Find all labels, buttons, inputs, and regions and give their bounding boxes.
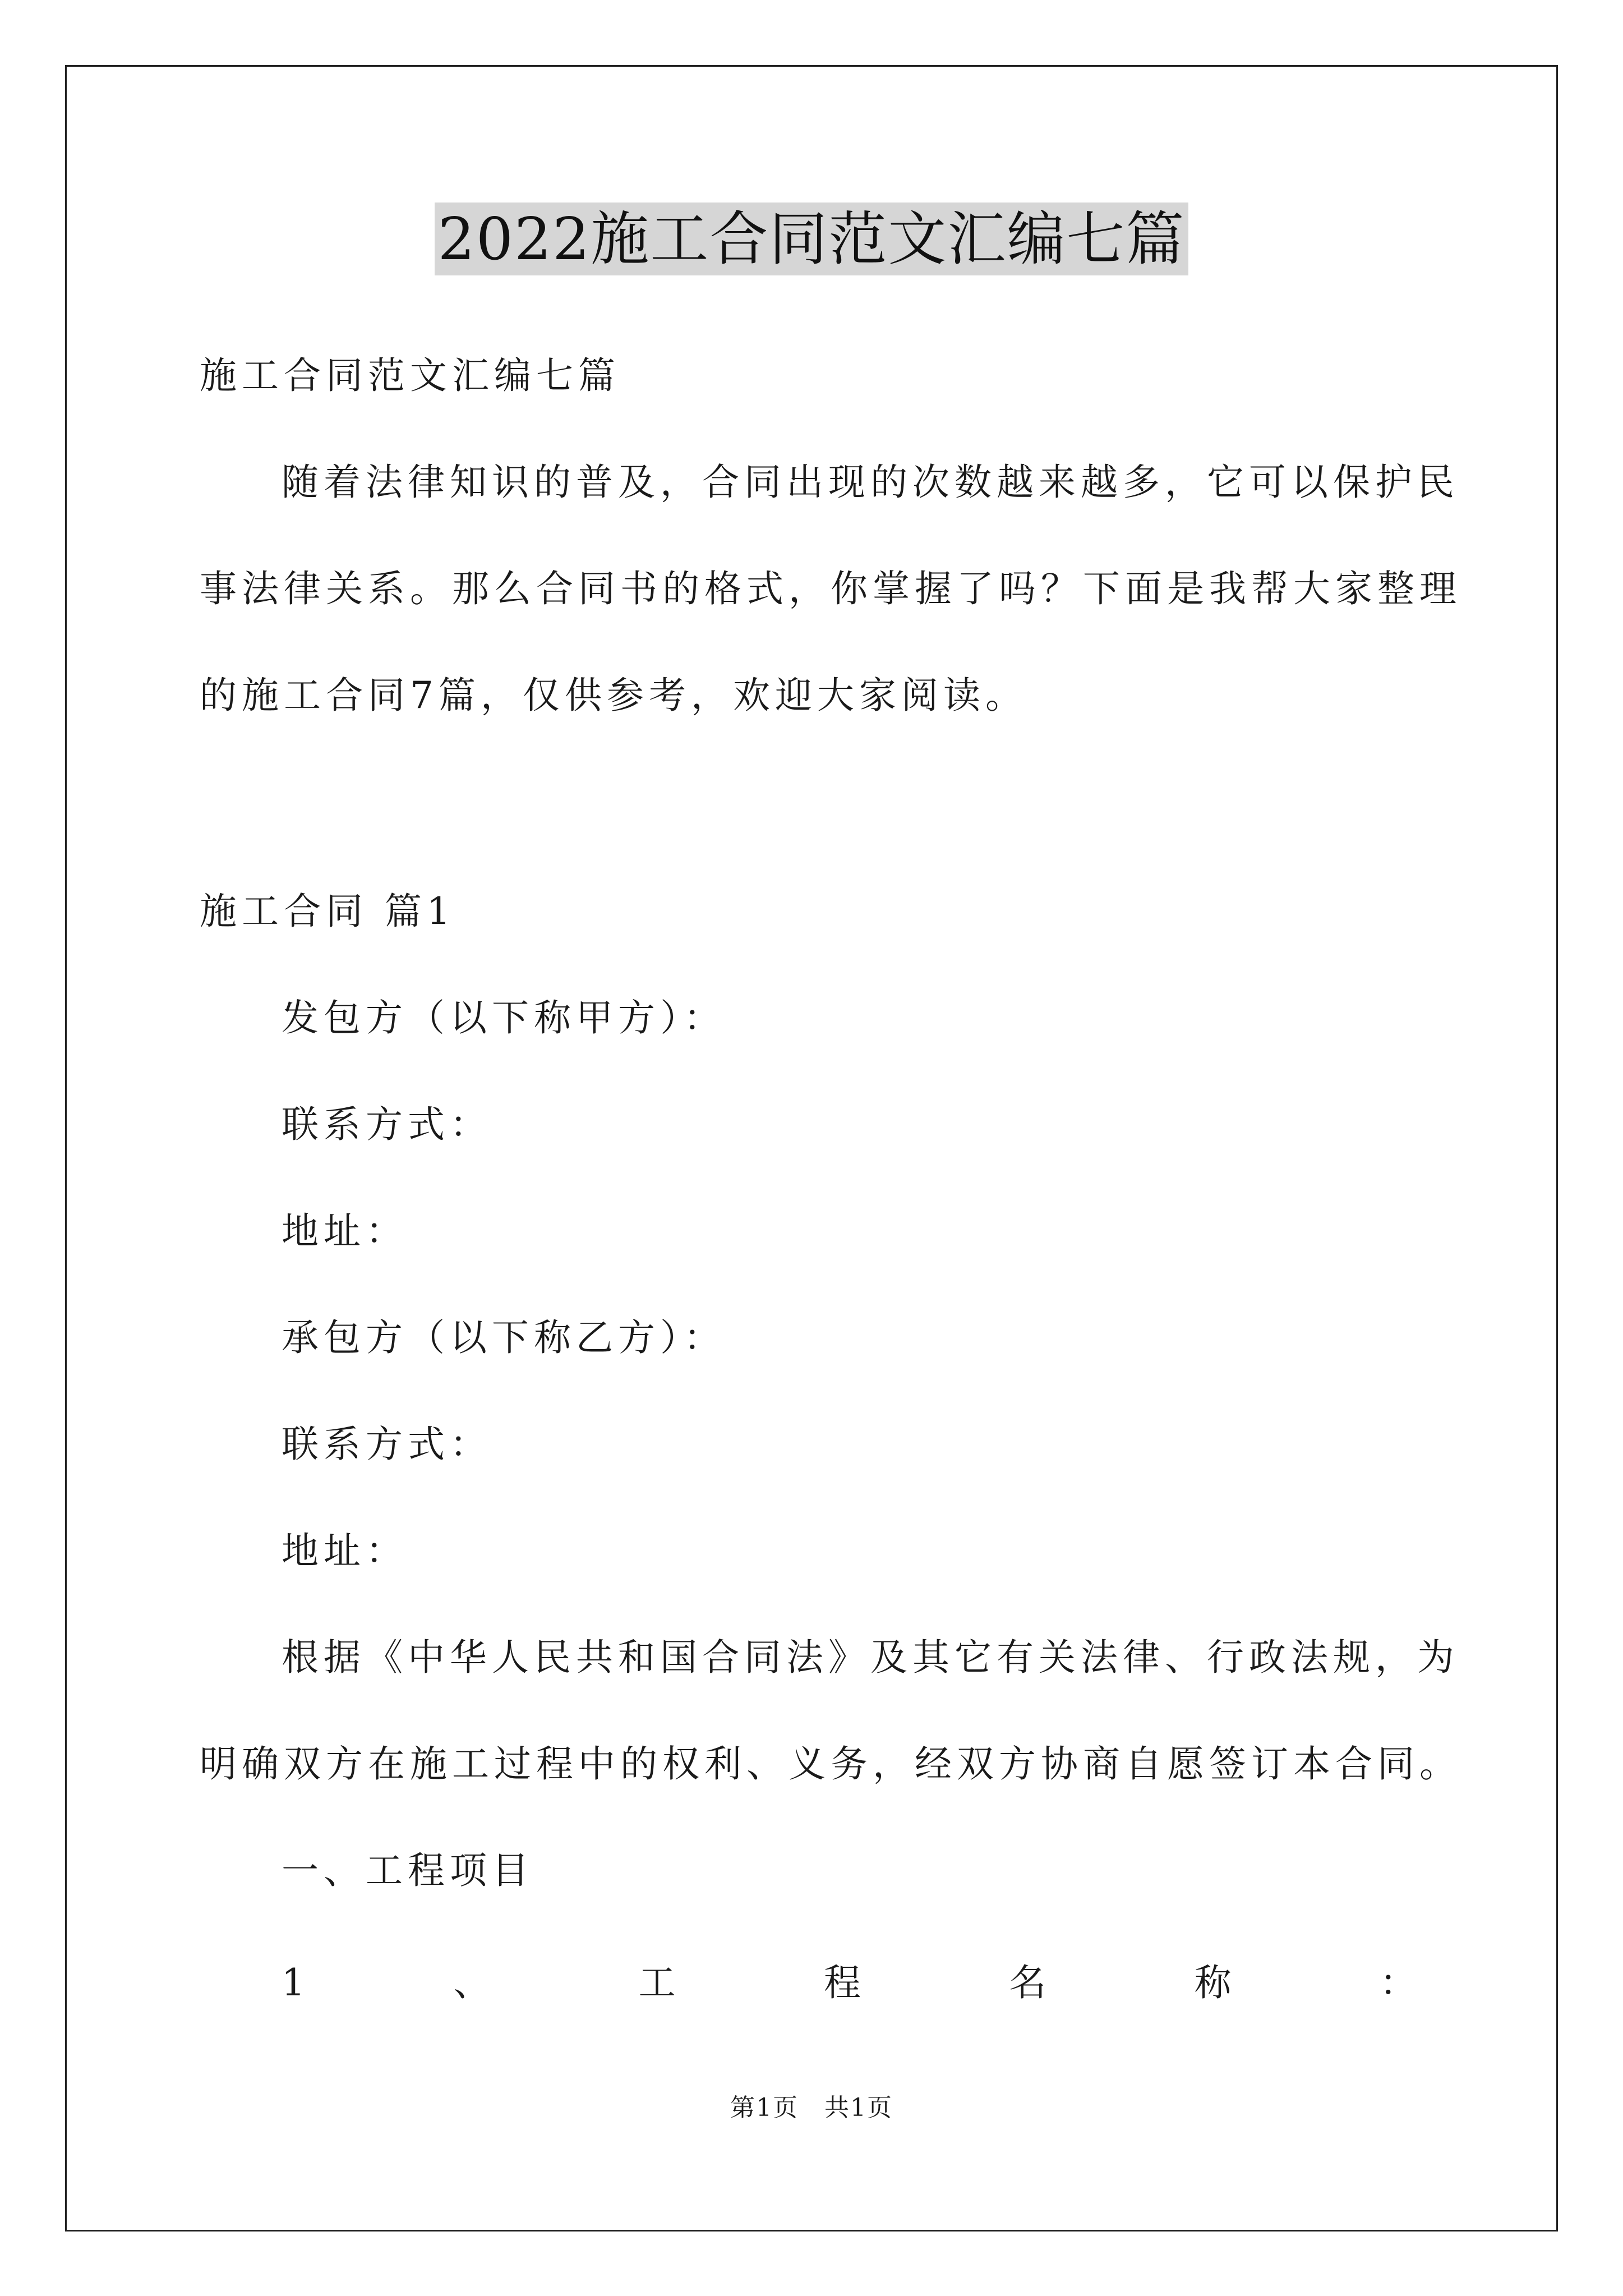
clause-1-1-char: ： (1379, 1961, 1417, 2004)
basis-line-2: 明确双方在施工过程中的权利、义务，经双方协商自愿签订本合同。 (200, 1742, 1461, 1786)
party-b-address: 地址： (282, 1529, 408, 1572)
document-title (0, 201, 1623, 277)
basis-line-1: 根据《中华人民共和国合同法》及其它有关法律、行政法规，为 (282, 1636, 1459, 1679)
clause-1-1-char: 工 (638, 1961, 676, 2004)
party-a-contact: 联系方式： (282, 1103, 492, 1146)
party-a-label: 发包方（以下称甲方）： (282, 996, 726, 1039)
intro-line-1: 随着法律知识的普及，合同出现的次数越来越多，它可以保护民 (282, 461, 1459, 504)
clause-1-1-char: 、 (453, 1961, 491, 2004)
document-title-text: 2022施工合同范文汇编七篇 (435, 203, 1189, 275)
section-heading: 施工合同 篇1 (200, 890, 455, 933)
party-b-contact: 联系方式： (282, 1423, 492, 1466)
party-a-address: 地址： (282, 1209, 408, 1253)
intro-line-2: 事法律关系。那么合同书的格式，你掌握了吗？下面是我帮大家整理 (200, 567, 1461, 610)
clause-1-heading: 一、工程项目 (282, 1849, 534, 1892)
clause-1-1-line (282, 1961, 1417, 2005)
party-b-label: 承包方（以下称乙方）： (282, 1316, 726, 1359)
clause-1-1-char: 名 (1009, 1961, 1046, 2004)
page-footer: 第1页 共1页 (730, 2093, 893, 2122)
clause-1-1-char: 程 (823, 1961, 861, 2004)
clause-1-1-char: 1 (282, 1961, 305, 2004)
clause-1-1-char: 称 (1194, 1961, 1232, 2004)
intro-line-3: 的施工合同7篇，仅供参考，欢迎大家阅读。 (200, 674, 1027, 717)
document-subtitle: 施工合同范文汇编七篇 (200, 354, 620, 397)
